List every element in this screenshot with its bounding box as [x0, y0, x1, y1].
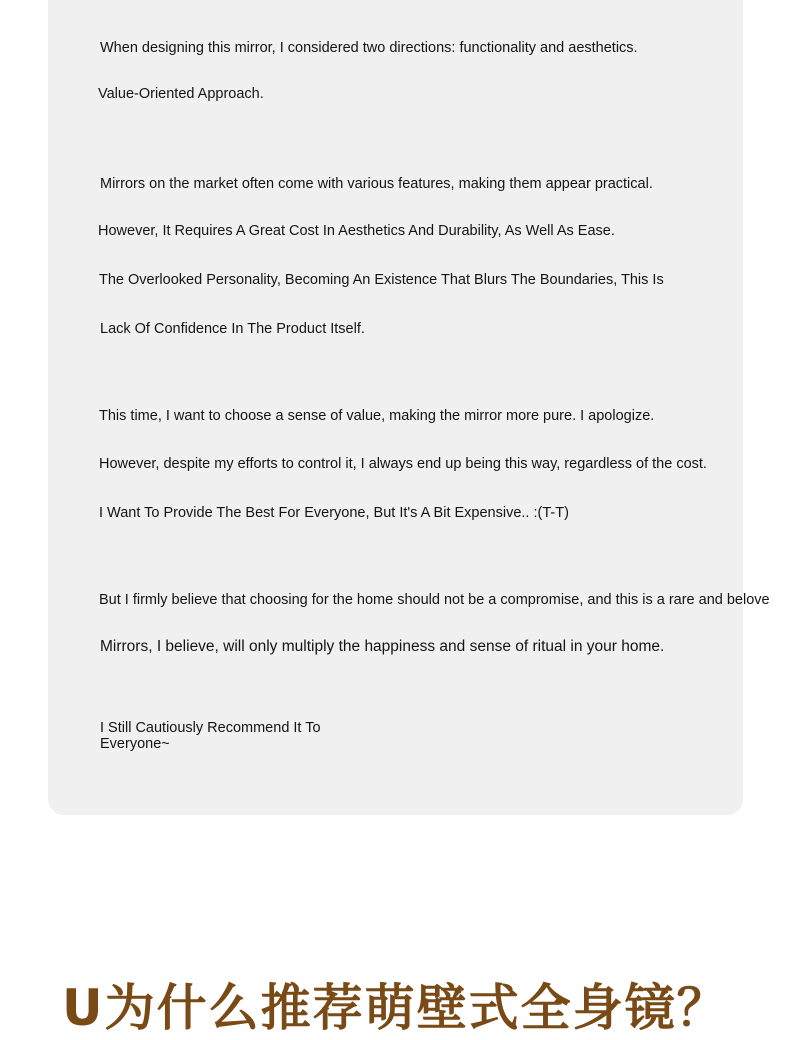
section-heading: U为什么推荐萌壁式全身镜？ — [62, 979, 729, 1037]
text-line-12: I Still Cautiously Recommend It To Everyone~ — [100, 720, 321, 752]
text-line-1: When designing this mirror, I considered two directions: functionality and aesthetics. — [100, 40, 638, 56]
text-line-9: I Want To Provide The Best For Everyone, But It's A Bit Expensive.. :(T-T) — [99, 505, 569, 521]
text-line-6: Lack Of Confidence In The Product Itself. — [100, 321, 365, 337]
text-line-8: However, despite my efforts to control it, I always end up being this way, regardless of the cost. — [99, 456, 707, 472]
text-line-10: But I firmly believe that choosing for the home should not be a compromise, and this is a rare and belove — [99, 592, 770, 608]
text-line-2: Value-Oriented Approach. — [98, 86, 264, 102]
text-line-3: Mirrors on the market often come with various features, making them appear practical. — [100, 176, 653, 192]
text-line-5: The Overlooked Personality, Becoming An Existence That Blurs The Boundaries, This Is — [99, 272, 664, 288]
text-line-4: However, It Requires A Great Cost In Aesthetics And Durability, As Well As Ease. — [98, 223, 615, 239]
text-line-7: This time, I want to choose a sense of value, making the mirror more pure. I apologize. — [99, 408, 655, 424]
text-line-11: Mirrors, I believe, will only multiply the happiness and sense of ritual in your home. — [100, 638, 665, 655]
